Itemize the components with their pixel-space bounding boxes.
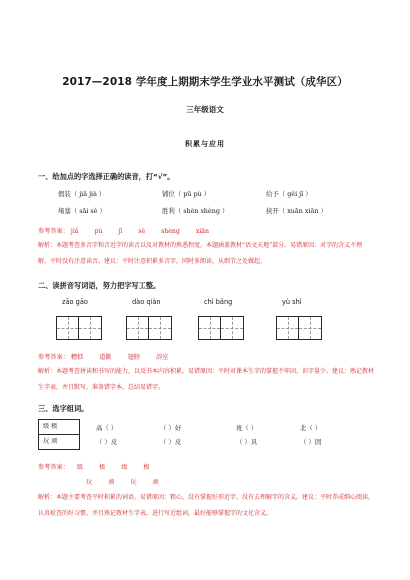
answer-item: xiān: [195, 228, 209, 235]
q1-option: 铺位（ pū pù ）: [162, 190, 211, 198]
page-subtitle: 三年级语文: [186, 105, 224, 114]
q3-analysis: 解析：本题主要考查平时积累的词语，易错原因：粗心，没有掌握好形近字，没有去理解字的含义。建议：平时养成细心阅读，认真检查的好习惯，并且熟记教材生字表，进行写近组词，最好能够掌握字的文化含义。: [38, 494, 375, 517]
answer-item: 极: [143, 464, 150, 471]
q2-analysis: 解析：本题考查拼读和书写的能力，以及书本内容积累，易错原因：平时对课本生字的掌握不牢固，识字量少。建议：熟记教材生字表，并且默写，准备错字本，总结易错字。: [38, 368, 375, 391]
writing-grid[interactable]: [56, 316, 102, 340]
q1-answer: [38, 226, 223, 235]
answer-item: pù: [94, 228, 103, 235]
character-pair: 玩 顽: [43, 438, 58, 445]
q2-answer: [38, 352, 182, 361]
pinyin-label: dào qiàn: [132, 298, 161, 306]
answer-item: 玩: [130, 479, 137, 486]
answer-item: 玩: [86, 479, 93, 486]
answer-label: 参考答案：: [38, 464, 69, 471]
answer-item: jǐ: [118, 228, 123, 235]
q3-answer: [38, 462, 164, 471]
writing-grid[interactable]: [198, 316, 244, 340]
fill-blank[interactable]: （ ）固: [300, 438, 322, 446]
q1-option: 给予（ gěi jǐ ）: [266, 190, 312, 198]
character-choice-box: [38, 419, 80, 450]
answer-label: 参考答案：: [38, 228, 69, 235]
answer-item: 道歉: [99, 354, 112, 361]
answer-item: 级: [121, 464, 128, 471]
q1-option: 堵塞（ sāi sè ）: [58, 207, 106, 215]
fill-blank[interactable]: 高（ ）: [96, 424, 118, 432]
answer-label: 参考答案：: [38, 354, 69, 361]
answer-item: sè: [138, 228, 146, 235]
answer-item: 糟糕: [70, 354, 84, 361]
q1-heading: 一、给加点的字选择正确的读音，打“√”。: [38, 172, 175, 181]
answer-item: 顽: [108, 479, 115, 486]
section-title: 积累与应用: [185, 139, 225, 148]
answer-item: shèng: [161, 228, 180, 235]
answer-item: 浴室: [155, 354, 169, 361]
q3-answer-row2: [86, 477, 173, 486]
pinyin-label: zāo gāo: [62, 298, 88, 306]
fill-blank[interactable]: （ ）具: [236, 438, 258, 446]
pinyin-label: yù shì: [282, 298, 302, 306]
writing-grid[interactable]: [126, 316, 172, 340]
fill-blank[interactable]: （ ）皮: [160, 438, 182, 446]
character-pair: 级 极: [39, 420, 79, 435]
pinyin-label: chì bǎng: [204, 298, 233, 306]
q1-option: 假装（ jiǎ jià ）: [58, 190, 106, 198]
answer-item: 翅膀: [127, 354, 140, 361]
fill-blank[interactable]: 北（ ）: [300, 424, 322, 432]
answer-item: jiǎ: [70, 228, 79, 235]
q3-heading: 三、选字组词。: [38, 404, 89, 413]
q1-analysis: 解析：本题考查多音字和音近字的读音以及对教材的熟悉程度，本题涵盖教材“语文天地”部分。易错原因：对字的含义不理解，平时没有注意读音。建议：平时注意积累多音字，同时多朗读，从细节之处做起。: [38, 242, 363, 265]
page-title: 2017—2018 学年度上期期末学生学业水平测试（成华区）: [62, 76, 348, 88]
writing-grid[interactable]: [276, 316, 322, 340]
q2-heading: 二、读拼音写词语，努力把字写工整。: [38, 281, 161, 290]
answer-item: 顽: [152, 479, 159, 486]
fill-blank[interactable]: （ ）皮: [96, 438, 118, 446]
fill-blank[interactable]: 班（ ）: [236, 424, 258, 432]
q1-option: 胜利（ shèn shèng ）: [162, 207, 229, 215]
answer-item: 级: [76, 464, 84, 471]
answer-item: 极: [99, 464, 106, 471]
fill-blank[interactable]: （ ）好: [160, 424, 182, 432]
q1-option: 挟开（ xuān xiān ）: [266, 207, 327, 215]
